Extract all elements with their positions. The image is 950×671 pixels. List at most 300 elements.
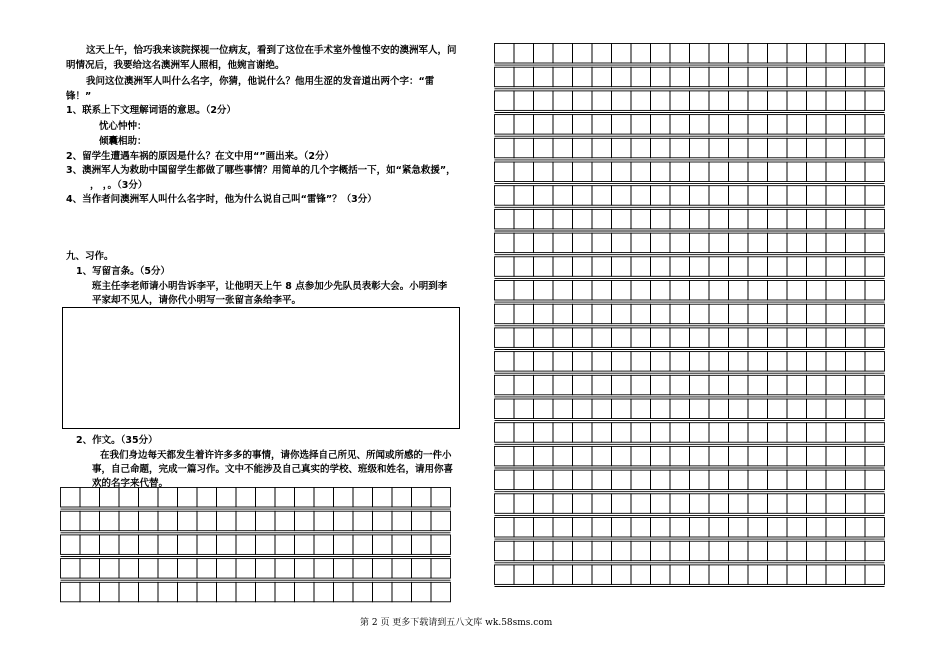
grid-cell[interactable] [612,257,632,277]
grid-cell[interactable] [100,559,120,579]
grid-cell[interactable] [495,162,515,182]
grid-cell[interactable] [846,328,866,348]
grid-cell[interactable] [807,423,827,443]
grid-cell[interactable] [495,565,515,585]
grid-cell[interactable] [334,511,354,531]
grid-cell[interactable] [514,352,534,372]
grid-cell[interactable] [729,518,749,538]
grid-cell[interactable] [514,494,534,514]
grid-cell[interactable] [807,257,827,277]
grid-cell[interactable] [592,233,612,253]
grid-cell[interactable] [534,257,554,277]
grid-cell[interactable] [353,535,373,555]
grid-cell[interactable] [709,304,729,324]
grid-cell[interactable] [846,565,866,585]
grid-cell[interactable] [295,582,315,602]
grid-cell[interactable] [670,518,690,538]
grid-cell[interactable] [314,535,334,555]
grid-cell[interactable] [807,518,827,538]
grid-cell[interactable] [787,257,807,277]
grid-cell[interactable] [592,518,612,538]
grid-cell[interactable] [612,186,632,206]
grid-cell[interactable] [534,209,554,229]
grid-cell[interactable] [61,582,81,602]
grid-cell[interactable] [592,399,612,419]
grid-cell[interactable] [412,488,432,508]
grid-cell[interactable] [846,352,866,372]
grid-cell[interactable] [846,375,866,395]
grid-cell[interactable] [275,582,295,602]
grid-cell[interactable] [846,304,866,324]
grid-cell[interactable] [592,470,612,490]
note-writing-box[interactable] [62,307,460,429]
grid-cell[interactable] [631,541,651,561]
grid-cell[interactable] [865,257,885,277]
grid-cell[interactable] [709,494,729,514]
grid-cell[interactable] [514,565,534,585]
grid-cell[interactable] [592,67,612,87]
grid-cell[interactable] [651,304,671,324]
grid-cell[interactable] [729,494,749,514]
grid-cell[interactable] [729,446,749,466]
grid-cell[interactable] [553,209,573,229]
grid-cell[interactable] [865,352,885,372]
grid-cell[interactable] [768,352,788,372]
grid-cell[interactable] [748,399,768,419]
grid-cell[interactable] [826,44,846,64]
grid-cell[interactable] [690,44,710,64]
grid-cell[interactable] [670,399,690,419]
grid-cell[interactable] [670,209,690,229]
grid-cell[interactable] [826,257,846,277]
grid-cell[interactable] [256,511,276,531]
grid-cell[interactable] [295,535,315,555]
grid-cell[interactable] [514,209,534,229]
grid-cell[interactable] [748,138,768,158]
grid-cell[interactable] [865,67,885,87]
grid-cell[interactable] [787,541,807,561]
grid-cell[interactable] [534,494,554,514]
grid-cell[interactable] [197,559,217,579]
grid-cell[interactable] [612,446,632,466]
grid-cell[interactable] [865,186,885,206]
grid-cell[interactable] [670,446,690,466]
grid-cell[interactable] [787,565,807,585]
grid-cell[interactable] [787,494,807,514]
grid-cell[interactable] [690,565,710,585]
grid-cell[interactable] [729,423,749,443]
grid-cell[interactable] [631,186,651,206]
grid-cell[interactable] [392,535,412,555]
grid-cell[interactable] [534,138,554,158]
grid-cell[interactable] [729,304,749,324]
grid-cell[interactable] [651,209,671,229]
grid-cell[interactable] [807,352,827,372]
grid-cell[interactable] [553,115,573,135]
grid-cell[interactable] [651,494,671,514]
grid-cell[interactable] [514,233,534,253]
grid-cell[interactable] [846,541,866,561]
grid-cell[interactable] [768,257,788,277]
grid-cell[interactable] [670,162,690,182]
grid-cell[interactable] [865,328,885,348]
grid-cell[interactable] [690,399,710,419]
grid-cell[interactable] [670,233,690,253]
grid-cell[interactable] [573,518,593,538]
grid-cell[interactable] [865,470,885,490]
grid-cell[interactable] [787,138,807,158]
grid-cell[interactable] [158,582,178,602]
grid-cell[interactable] [139,488,159,508]
grid-cell[interactable] [787,44,807,64]
grid-cell[interactable] [807,541,827,561]
grid-cell[interactable] [612,281,632,301]
grid-cell[interactable] [865,162,885,182]
grid-cell[interactable] [495,352,515,372]
grid-cell[interactable] [61,488,81,508]
grid-cell[interactable] [573,281,593,301]
grid-cell[interactable] [217,511,237,531]
grid-cell[interactable] [495,518,515,538]
grid-cell[interactable] [534,470,554,490]
grid-cell[interactable] [592,541,612,561]
grid-cell[interactable] [807,44,827,64]
grid-cell[interactable] [768,518,788,538]
grid-cell[interactable] [553,375,573,395]
grid-cell[interactable] [748,304,768,324]
grid-cell[interactable] [865,518,885,538]
grid-cell[interactable] [865,44,885,64]
grid-cell[interactable] [670,423,690,443]
grid-cell[interactable] [729,186,749,206]
grid-cell[interactable] [768,565,788,585]
grid-cell[interactable] [80,488,100,508]
grid-cell[interactable] [100,535,120,555]
grid-cell[interactable] [592,138,612,158]
grid-cell[interactable] [119,559,139,579]
grid-cell[interactable] [748,44,768,64]
grid-cell[interactable] [670,470,690,490]
grid-cell[interactable] [807,186,827,206]
grid-cell[interactable] [768,423,788,443]
grid-cell[interactable] [573,257,593,277]
grid-cell[interactable] [612,541,632,561]
grid-cell[interactable] [631,565,651,585]
grid-cell[interactable] [670,44,690,64]
grid-cell[interactable] [431,559,451,579]
grid-cell[interactable] [846,91,866,111]
grid-cell[interactable] [670,186,690,206]
grid-cell[interactable] [631,115,651,135]
grid-cell[interactable] [826,115,846,135]
grid-cell[interactable] [729,44,749,64]
grid-cell[interactable] [236,582,256,602]
grid-cell[interactable] [651,67,671,87]
grid-cell[interactable] [787,470,807,490]
grid-cell[interactable] [592,281,612,301]
grid-cell[interactable] [865,565,885,585]
grid-cell[interactable] [612,565,632,585]
grid-cell[interactable] [592,328,612,348]
grid-cell[interactable] [865,446,885,466]
grid-cell[interactable] [709,565,729,585]
grid-cell[interactable] [826,67,846,87]
grid-cell[interactable] [670,257,690,277]
grid-cell[interactable] [690,67,710,87]
grid-cell[interactable] [826,470,846,490]
grid-cell[interactable] [514,91,534,111]
grid-cell[interactable] [256,535,276,555]
grid-cell[interactable] [690,138,710,158]
grid-cell[interactable] [729,162,749,182]
grid-cell[interactable] [392,511,412,531]
grid-cell[interactable] [514,399,534,419]
grid-cell[interactable] [826,352,846,372]
grid-cell[interactable] [495,375,515,395]
grid-cell[interactable] [573,186,593,206]
grid-cell[interactable] [236,535,256,555]
grid-cell[interactable] [553,186,573,206]
grid-cell[interactable] [631,281,651,301]
grid-cell[interactable] [846,44,866,64]
grid-cell[interactable] [690,186,710,206]
grid-cell[interactable] [534,423,554,443]
grid-cell[interactable] [534,565,554,585]
grid-cell[interactable] [670,565,690,585]
grid-cell[interactable] [748,91,768,111]
grid-cell[interactable] [826,162,846,182]
grid-cell[interactable] [514,518,534,538]
grid-cell[interactable] [612,399,632,419]
grid-cell[interactable] [514,281,534,301]
grid-cell[interactable] [197,535,217,555]
grid-cell[interactable] [846,138,866,158]
grid-cell[interactable] [514,375,534,395]
grid-cell[interactable] [846,162,866,182]
grid-cell[interactable] [846,67,866,87]
grid-cell[interactable] [495,304,515,324]
grid-cell[interactable] [612,138,632,158]
grid-cell[interactable] [495,44,515,64]
grid-cell[interactable] [373,582,393,602]
grid-cell[interactable] [729,138,749,158]
grid-cell[interactable] [553,518,573,538]
grid-cell[interactable] [690,352,710,372]
grid-cell[interactable] [807,162,827,182]
grid-cell[interactable] [690,233,710,253]
grid-cell[interactable] [534,162,554,182]
grid-cell[interactable] [768,375,788,395]
grid-cell[interactable] [631,423,651,443]
grid-cell[interactable] [670,494,690,514]
grid-cell[interactable] [314,559,334,579]
grid-cell[interactable] [651,186,671,206]
grid-cell[interactable] [807,328,827,348]
grid-cell[interactable] [807,67,827,87]
grid-cell[interactable] [807,233,827,253]
grid-cell[interactable] [612,162,632,182]
grid-cell[interactable] [768,162,788,182]
grid-cell[interactable] [826,541,846,561]
grid-cell[interactable] [534,375,554,395]
grid-cell[interactable] [80,582,100,602]
grid-cell[interactable] [748,162,768,182]
grid-cell[interactable] [768,446,788,466]
grid-cell[interactable] [119,582,139,602]
grid-cell[interactable] [553,565,573,585]
grid-cell[interactable] [392,488,412,508]
grid-cell[interactable] [787,423,807,443]
grid-cell[interactable] [178,488,198,508]
grid-cell[interactable] [573,423,593,443]
grid-cell[interactable] [178,582,198,602]
grid-cell[interactable] [314,488,334,508]
grid-cell[interactable] [807,138,827,158]
grid-cell[interactable] [807,375,827,395]
grid-cell[interactable] [670,281,690,301]
grid-cell[interactable] [709,375,729,395]
grid-cell[interactable] [573,446,593,466]
grid-cell[interactable] [514,470,534,490]
grid-cell[interactable] [748,186,768,206]
grid-cell[interactable] [80,535,100,555]
grid-cell[interactable] [256,559,276,579]
grid-cell[interactable] [670,304,690,324]
grid-cell[interactable] [553,494,573,514]
grid-cell[interactable] [119,535,139,555]
grid-cell[interactable] [119,511,139,531]
grid-cell[interactable] [826,328,846,348]
grid-cell[interactable] [768,209,788,229]
grid-cell[interactable] [670,115,690,135]
grid-cell[interactable] [651,541,671,561]
grid-cell[interactable] [709,541,729,561]
grid-cell[interactable] [573,67,593,87]
grid-cell[interactable] [865,375,885,395]
grid-cell[interactable] [158,488,178,508]
grid-cell[interactable] [612,115,632,135]
grid-cell[interactable] [690,209,710,229]
grid-cell[interactable] [80,559,100,579]
grid-cell[interactable] [709,446,729,466]
grid-cell[interactable] [729,67,749,87]
grid-cell[interactable] [314,511,334,531]
grid-cell[interactable] [865,115,885,135]
grid-cell[interactable] [690,541,710,561]
grid-cell[interactable] [826,518,846,538]
grid-cell[interactable] [729,470,749,490]
grid-cell[interactable] [534,352,554,372]
grid-cell[interactable] [729,209,749,229]
grid-cell[interactable] [61,535,81,555]
grid-cell[interactable] [431,535,451,555]
grid-cell[interactable] [787,233,807,253]
grid-cell[interactable] [275,535,295,555]
grid-cell[interactable] [495,115,515,135]
grid-cell[interactable] [514,541,534,561]
grid-cell[interactable] [709,115,729,135]
grid-cell[interactable] [709,399,729,419]
grid-cell[interactable] [787,281,807,301]
grid-cell[interactable] [768,138,788,158]
grid-cell[interactable] [158,535,178,555]
grid-cell[interactable] [592,44,612,64]
grid-cell[interactable] [787,186,807,206]
grid-cell[interactable] [534,281,554,301]
grid-cell[interactable] [748,494,768,514]
grid-cell[interactable] [495,209,515,229]
grid-cell[interactable] [651,518,671,538]
grid-cell[interactable] [690,162,710,182]
grid-cell[interactable] [748,257,768,277]
grid-cell[interactable] [631,257,651,277]
grid-cell[interactable] [573,233,593,253]
grid-cell[interactable] [534,91,554,111]
grid-cell[interactable] [534,518,554,538]
grid-cell[interactable] [651,115,671,135]
grid-cell[interactable] [573,91,593,111]
grid-cell[interactable] [553,541,573,561]
grid-cell[interactable] [412,511,432,531]
grid-cell[interactable] [217,535,237,555]
grid-cell[interactable] [787,328,807,348]
grid-cell[interactable] [787,115,807,135]
grid-cell[interactable] [826,375,846,395]
grid-cell[interactable] [651,44,671,64]
grid-cell[interactable] [392,582,412,602]
grid-cell[interactable] [807,446,827,466]
grid-cell[interactable] [787,446,807,466]
grid-cell[interactable] [709,233,729,253]
grid-cell[interactable] [592,209,612,229]
grid-cell[interactable] [709,352,729,372]
grid-cell[interactable] [495,281,515,301]
grid-cell[interactable] [514,138,534,158]
grid-cell[interactable] [373,488,393,508]
grid-cell[interactable] [748,67,768,87]
grid-cell[interactable] [573,162,593,182]
grid-cell[interactable] [729,352,749,372]
grid-cell[interactable] [178,559,198,579]
grid-cell[interactable] [748,518,768,538]
grid-cell[interactable] [787,352,807,372]
grid-cell[interactable] [534,446,554,466]
grid-cell[interactable] [768,328,788,348]
grid-cell[interactable] [495,67,515,87]
grid-cell[interactable] [514,423,534,443]
grid-cell[interactable] [612,470,632,490]
grid-cell[interactable] [353,582,373,602]
grid-cell[interactable] [865,209,885,229]
grid-cell[interactable] [217,559,237,579]
grid-cell[interactable] [534,44,554,64]
grid-cell[interactable] [651,399,671,419]
grid-cell[interactable] [495,138,515,158]
grid-cell[interactable] [846,257,866,277]
grid-cell[interactable] [768,494,788,514]
grid-cell[interactable] [846,209,866,229]
grid-cell[interactable] [807,91,827,111]
grid-cell[interactable] [612,304,632,324]
grid-cell[interactable] [373,559,393,579]
grid-cell[interactable] [553,138,573,158]
grid-cell[interactable] [846,470,866,490]
grid-cell[interactable] [690,115,710,135]
grid-cell[interactable] [787,67,807,87]
grid-cell[interactable] [612,518,632,538]
grid-cell[interactable] [592,304,612,324]
grid-cell[interactable] [826,233,846,253]
